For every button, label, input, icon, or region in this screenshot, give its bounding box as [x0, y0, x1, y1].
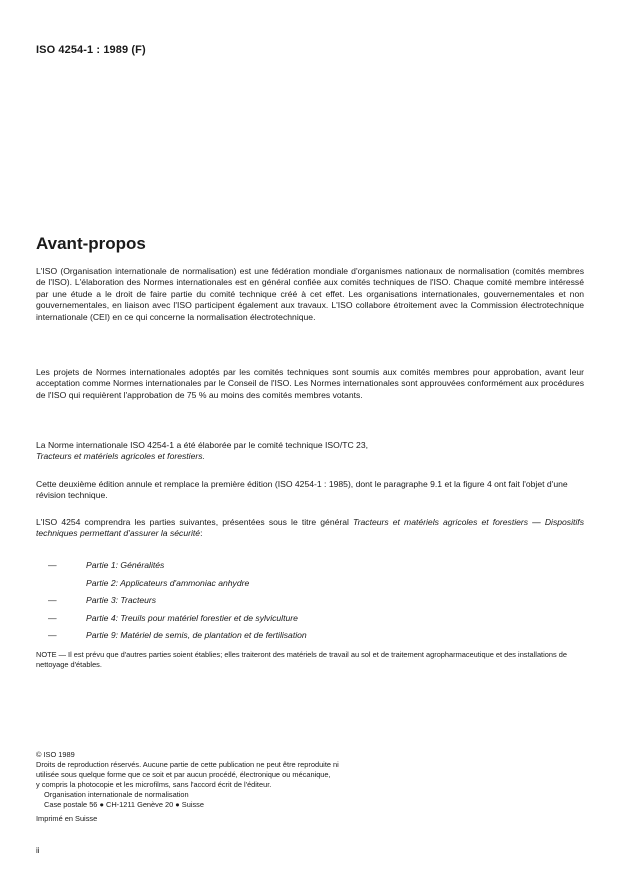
list-dash: —	[48, 560, 57, 570]
part-title: Partie 3: Tracteurs	[86, 595, 157, 605]
list-item	[36, 578, 584, 596]
copyright-block	[36, 750, 584, 824]
rights-line: Droits de reproduction réservés. Aucune partie de cette publication ne peut être reproduite ni	[36, 760, 339, 769]
committee-text: La Norme internationale ISO 4254-1 a été élaborée par le comité technique ISO/TC 23,	[36, 440, 369, 450]
part-title: Partie 2: Applicateurs d'ammoniac anhydre	[86, 577, 250, 588]
paragraph-iso-intro: L'ISO (Organisation internationale de normalisation) est une fédération mondiale d'organismes nationaux de normalisation (comités membres de l'ISO). L'élaboration des Normes internationales est en général confiée aux comités techniques de l'ISO. Chaque comité membre intéressé par une étude a le droit de faire partie du comité technique créé à cet effet. Les organisations internationales, gouvernementales et non gouvernementales, en liaison avec l'ISO participent également aux travaux. L'ISO collabore étroitement avec la Commission électrotechnique internationale (CEI) en ce qui concerne la normalisation électrotechnique.	[36, 266, 584, 322]
rights-line: y compris la photocopie et les microfilms, sans l'accord écrit de l'éditeur.	[36, 780, 272, 789]
list-item	[36, 595, 584, 613]
general-title: Tracteurs et matériels agricoles et forestiers — Dispositifs techniques permettant d'assurer la sécurité	[36, 517, 584, 539]
list-item	[36, 613, 584, 631]
paragraph-committee	[36, 440, 584, 463]
parts-list	[36, 560, 584, 648]
list-dash: —	[48, 595, 57, 605]
postal-address: Case postale 56 ● CH-1211 Genève 20 ● Suisse	[44, 800, 204, 809]
list-item	[36, 560, 584, 578]
note: NOTE — Il est prévu que d'autres parties soient établies; elles traiteront des matériels de travail au sol et de traitement agropharmaceutique et des installations de nettoyage d'étables.	[36, 650, 567, 669]
page-number: ii	[36, 846, 40, 855]
paragraph-approval: Les projets de Normes internationales adoptés par les comités techniques sont soumis aux comités membres pour approbation, avant leur acceptation comme Normes internationales par le Conseil de l'ISO. Les Normes internationales sont approuvées conformément aux procédures de l'ISO qui requièrent l'approbation de 75 % au moins des comités membres votants.	[36, 367, 584, 400]
list-item	[36, 630, 584, 648]
organization-name: Organisation internationale de normalisation	[44, 790, 189, 799]
part-title: Partie 4: Treuils pour matériel forestier et de sylviculture	[86, 612, 298, 623]
list-dash: —	[48, 612, 57, 623]
part-title: Partie 1: Généralités	[86, 560, 165, 570]
paragraph-edition: Cette deuxième édition annule et remplace la première édition (ISO 4254-1 : 1985), dont le paragraphe 9.1 et la figure 4 ont fait l'objet d'une révision technique.	[36, 479, 568, 501]
parts-intro-colon: :	[200, 528, 203, 539]
document-id: ISO 4254-1 : 1989 (F)	[36, 44, 146, 56]
paragraph-parts-intro	[36, 517, 584, 540]
copyright-line: © ISO 1989	[36, 750, 75, 759]
committee-title: Tracteurs et matériels agricoles et forestiers.	[36, 451, 205, 462]
page-title: Avant-propos	[36, 234, 146, 253]
list-dash: —	[48, 630, 57, 640]
part-title: Partie 9: Matériel de semis, de plantation et de fertilisation	[86, 630, 307, 640]
printed-in: Imprimé en Suisse	[36, 814, 98, 823]
parts-intro-text: L'ISO 4254 comprendra les parties suivantes, présentées sous le titre général	[36, 517, 349, 527]
rights-line: utilisée sous quelque forme que ce soit et par aucun procédé, électronique ou mécanique,	[36, 770, 331, 779]
